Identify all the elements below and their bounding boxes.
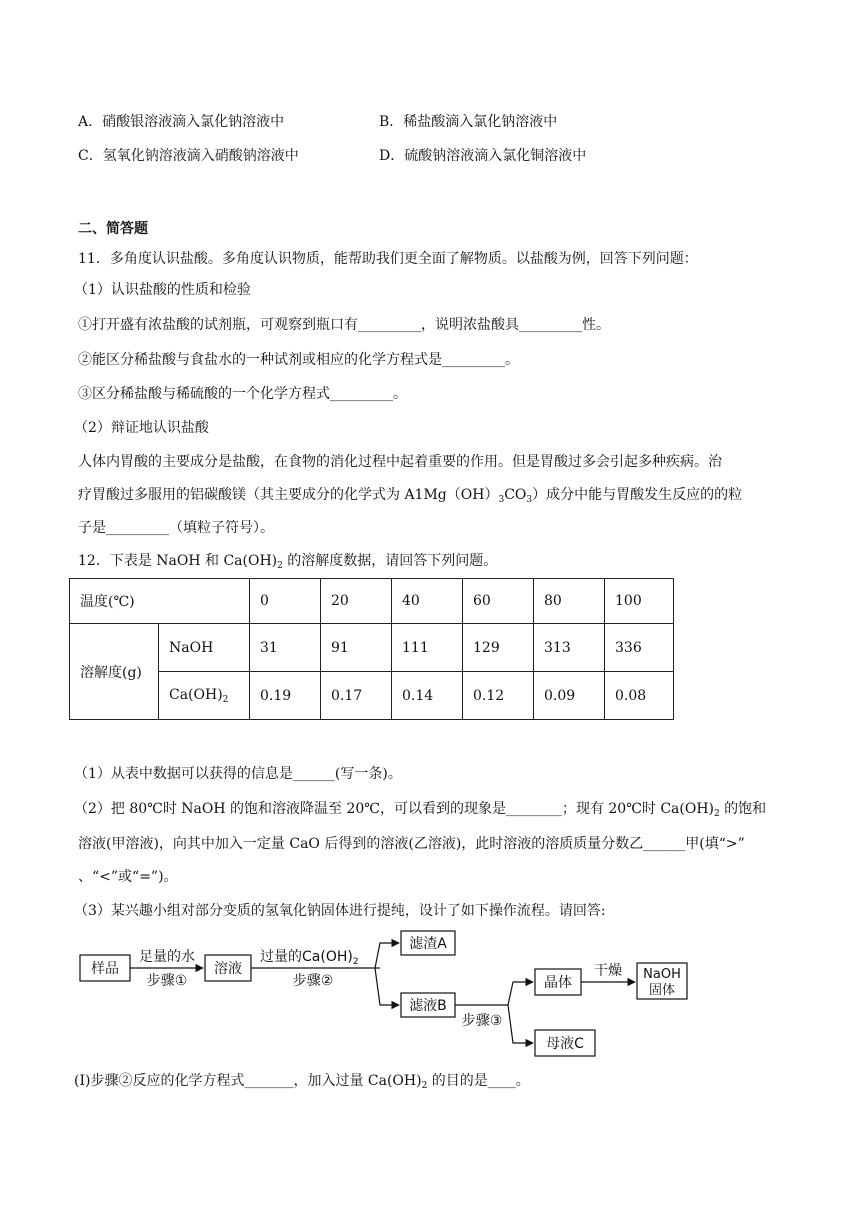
flow-water: 足量的水 [139,949,195,965]
q12-stem: 12．下表是 NaOH 和 $Ca(OH)_2$ 的溶解度数据，请回答下列问题。 [78,553,498,571]
flow-filtrate-b: 滤液B [409,998,447,1014]
row-group-label: 溶解度(g) [70,624,159,720]
flow-dry: 干燥 [594,963,622,979]
caoh-label: $Ca(OH)_2$ [159,672,250,720]
q11-para-line2: 疗胃酸过多服用的铝碳酸镁（其主要成分的化学式为 $A1Mg(OH)_3CO_3$）成分中能与胃酸发生反应的的粒 [78,487,743,505]
option-c: C．氢氧化钠溶液滴入硝酸钠溶液中 [78,148,299,164]
flow-solid: 固体 [648,983,676,998]
temp-cell: 80 [534,579,605,624]
temp-cell: 100 [605,579,674,624]
q11-para-line1: 人体内胃酸的主要成分是盐酸，在食物的消化过程中起着重要的作用。但是胃酸过多会引起多种疾病。治 [78,454,722,470]
q11-item1: ①打开盛有浓盐酸的试剂瓶，可观察到瓶口有_________，说明浓盐酸具_________性。 [78,317,610,333]
naoh-value: 313 [534,624,605,672]
caoh-value: 0.08 [605,672,674,720]
naoh-value: 111 [392,624,463,672]
q11-part2-title: （2）辩证地认识盐酸 [74,420,209,436]
q12-subquestion-i: (Ⅰ)步骤②反应的化学方程式_______，加入过量 $Ca(OH)_2$ 的目的是____。 [74,1073,530,1091]
flow-sample: 样品 [91,961,119,977]
caoh-value: 0.12 [463,672,534,720]
caoh-value: 0.17 [321,672,392,720]
flow-step1: 步骤① [146,973,188,989]
q12-part2-line1: （2）把 80℃时 NaOH 的饱和溶液降温至 20℃，可以看到的现象是________；现有 20℃时 $Ca(OH)_2$ 的饱和 [74,801,767,819]
temp-cell: 20 [321,579,392,624]
naoh-value: 336 [605,624,674,672]
process-flow-diagram [70,925,730,1065]
q12-part1: （1）从表中数据可以获得的信息是______(写一条)。 [74,766,402,782]
option-b: B．稀盐酸滴入氯化钠溶液中 [379,114,558,130]
option-a: A．硝酸银溶液滴入氯化钠溶液中 [78,114,285,130]
q11-stem: 11．多角度认识盐酸。多角度认识物质，能帮助我们更全面了解物质。以盐酸为例，回答下列问题： [78,251,698,267]
flow-naoh: NaOH [643,967,681,982]
flow-solution: 溶液 [214,961,242,977]
q12-part3: （3）某兴趣小组对部分变质的氢氧化钠固体进行提纯，设计了如下操作流程。请回答: [74,903,606,919]
caoh-value: 0.14 [392,672,463,720]
option-d: D．硫酸钠溶液滴入氯化铜溶液中 [379,148,587,164]
naoh-value: 91 [321,624,392,672]
caoh-value: 0.09 [534,672,605,720]
temp-cell: 60 [463,579,534,624]
q12-part2-line3: 、“<”或“=”)。 [78,869,178,885]
q11-item2: ②能区分稀盐酸与食盐水的一种试剂或相应的化学方程式是_________。 [78,352,519,368]
flow-mother-c: 母液C [546,1036,584,1052]
caoh-value: 0.19 [250,672,321,720]
naoh-value: 129 [463,624,534,672]
temp-cell: 40 [392,579,463,624]
q11-item3: ③区分稀盐酸与稀硫酸的一个化学方程式_________。 [78,386,407,402]
temp-cell: 0 [250,579,321,624]
flow-step2: 步骤② [292,973,334,989]
solubility-table [69,578,674,720]
naoh-value: 31 [250,624,321,672]
header-temp-label: 温度(℃) [70,579,250,624]
q12-part2-line2: 溶液(甲溶液)，向其中加入一定量 CaO 后得到的溶液(乙溶液)，此时溶液的溶质质量分数乙______甲(填“>” [78,836,745,852]
naoh-label: NaOH [159,624,250,672]
flow-crystal: 晶体 [544,975,572,991]
flow-step3: 步骤③ [461,1013,503,1029]
q11-part1-title: （1）认识盐酸的性质和检验 [74,282,251,298]
section-title: 二、简答题 [78,221,148,237]
flow-residue-a: 滤渣A [409,936,447,952]
q11-para-line3: 子是_________（填粒子符号）。 [78,520,274,536]
flow-caoh: 过量的$Ca(OH)_2$ [260,949,359,967]
